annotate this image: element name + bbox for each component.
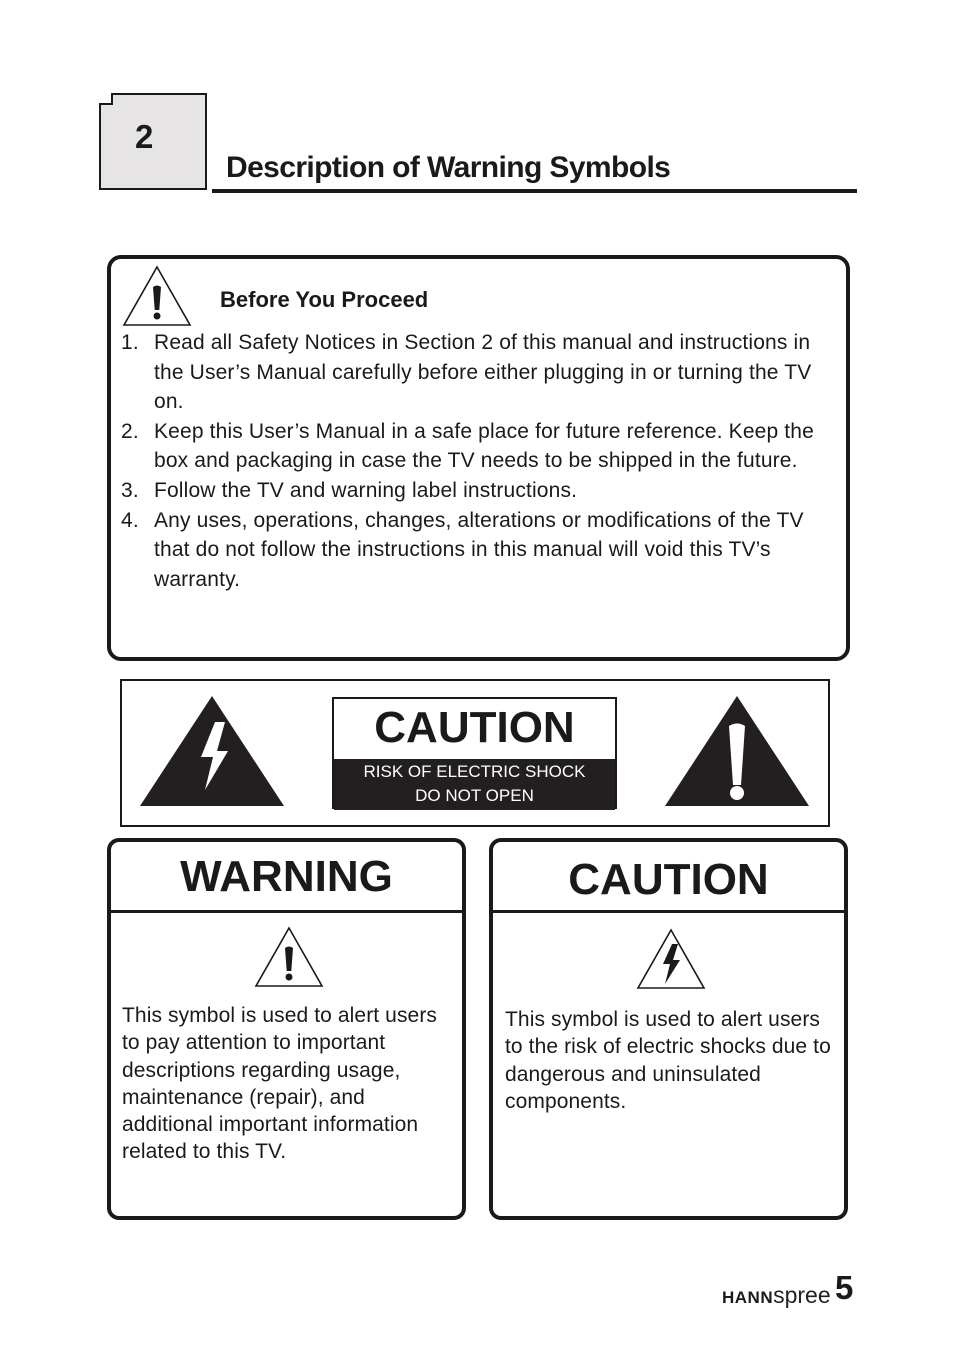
brand-logo	[722, 1282, 831, 1311]
list-item-text: Follow the TV and warning label instructions.	[154, 478, 578, 502]
lightning-icon	[636, 928, 706, 990]
caution-label-subtext	[334, 759, 615, 810]
warning-title: WARNING	[111, 842, 462, 913]
caution-description: This symbol is used to alert users to the risk of electric shocks due to dangerous and uninsulated components.	[505, 1008, 831, 1113]
list-item-text: Keep this User’s Manual in a safe place for future reference. Keep the box and packaging in case the TV needs to be shipped in the future.	[154, 419, 814, 473]
caution-label-title: CAUTION	[374, 703, 575, 752]
proceed-heading: Before You Proceed	[220, 287, 429, 312]
page-title: Description of Warning Symbols	[226, 151, 671, 184]
warning-exclamation-icon	[122, 265, 192, 327]
title-underline	[212, 189, 857, 193]
brand-logo-bold: HANN	[722, 1288, 774, 1307]
list-item-text: Read all Safety Notices in Section 2 of this manual and instructions in the User’s Manual carefully before either plugging in or turning the TV on.	[154, 331, 812, 414]
brand-logo-light: spree	[773, 1282, 831, 1308]
caution-label-line1: RISK OF ELECTRIC SHOCK	[363, 762, 586, 781]
section-tab	[99, 93, 207, 190]
section-number: 2	[135, 118, 154, 155]
list-item	[121, 328, 841, 417]
page-number: 5	[835, 1269, 854, 1306]
list-item-text: Any uses, operations, changes, alterations or modifications of the TV that do not follow the instructions in this manual will void this TV’s warranty.	[154, 508, 804, 591]
exclamation-triangle-icon	[664, 695, 810, 807]
warning-panel	[107, 838, 466, 1220]
exclamation-icon	[254, 926, 324, 988]
caution-panel	[489, 838, 848, 1220]
electric-shock-icon	[139, 695, 285, 807]
list-item-number: 4.	[121, 508, 139, 532]
list-item	[121, 506, 841, 595]
warning-description: This symbol is used to alert users to pay attention to important descriptions regarding usage, maintenance (repair), and additional important information related to this TV.	[122, 1004, 438, 1164]
caution-label-line2: DO NOT OPEN	[415, 786, 534, 805]
list-item-number: 1.	[121, 331, 139, 354]
caution-label	[332, 697, 617, 809]
list-item	[121, 476, 841, 506]
list-item-number: 2.	[121, 419, 139, 443]
list-item	[121, 417, 841, 476]
proceed-list	[121, 328, 841, 594]
list-item-number: 3.	[121, 478, 139, 502]
caution-title: CAUTION	[493, 842, 844, 913]
section-tab-notch	[99, 93, 113, 105]
